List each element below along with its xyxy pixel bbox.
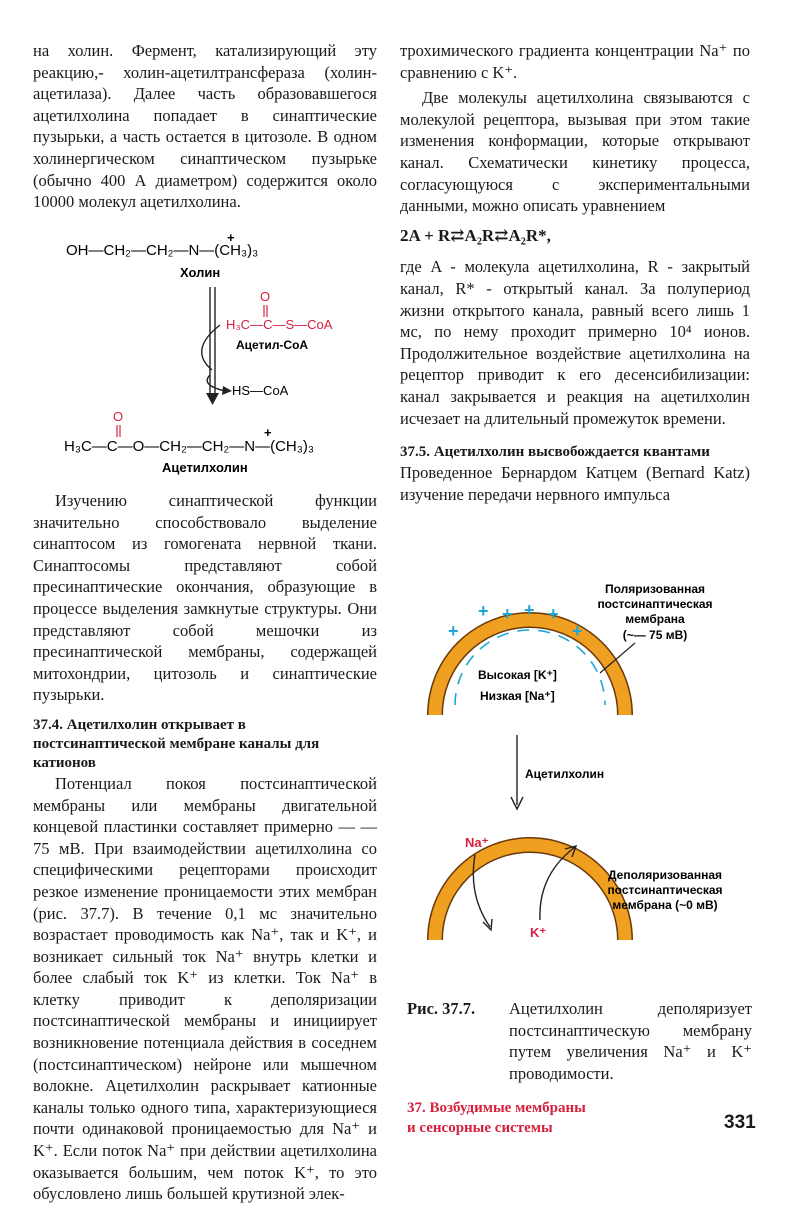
plus-sign-6: +: [572, 621, 583, 641]
paragraph-synaptosomes: Изучению синаптической функции значительно способствовало выделение синаптосом из гомогената нервной ткани. Синаптосомы представляют собой пресинаптические окончания, образующие в процессе выделения замкнутые структуры. Они представляют собой мешочки из пресинаптической мембраны, содержащей митохондрии, цитозоль и синаптические пузырьки.: [33, 491, 377, 705]
caption-label: Рис. 37.7.: [407, 999, 476, 1018]
high-k-label: Высокая [K⁺]: [478, 668, 557, 682]
paragraph-choline-acetylase: на холин. Фермент, катализирующий эту реакцию,- холин-ацетилтрансфераза (холин-ацетилаза). Далее часть образовавшегося ацетилхолина попадает в синаптические пузырьки, а часть остается в цитозоле. В одном холинергическом синаптическом пузырьке (обычно 400 А диаметром) содержится около 10000 молекул ацетилхолина.: [33, 41, 377, 212]
acetyl-coa-formula: H₃C—C—S—CoA: [226, 317, 333, 332]
curved-arrow-in: [202, 325, 220, 370]
plus-sign-4: +: [524, 600, 535, 620]
right-column: [400, 40, 750, 505]
plus-sign-2: +: [478, 601, 489, 621]
plus-sign-5: +: [548, 604, 559, 624]
paragraph-gradient: трохимического градиента концентрации Na⁺ по сравнению с K⁺.: [400, 41, 750, 82]
left-column-middle: [33, 490, 377, 1205]
acetylcholine-formula: H₃C—C—O—CH₂—CH₂—N—(CH₃)₃: [64, 438, 314, 455]
oxygen-1: O: [260, 289, 271, 304]
left-column-top: [33, 40, 377, 213]
page-number: 331: [724, 1112, 756, 1133]
choline-label: Холин: [180, 265, 221, 280]
chapter-line-2: и сенсорные системы: [407, 1120, 553, 1136]
reaction-arrow-head: [206, 393, 219, 405]
plus-sign-3: +: [502, 604, 513, 624]
polarized-label-4: (~— 75 мВ): [622, 628, 688, 642]
section-title-37-4: 37.4. Ацетилхолин открывает в постсинаптической мембране каналы для катионов: [33, 716, 320, 771]
chapter-footer: [407, 1098, 586, 1138]
paragraph-channel-kinetics: где A - молекула ацетилхолина, R - закрытый канал, R* - открытый канал. За полупериод жизни открытого канала, равный всего лишь 1 мс, по нему проходит примерно 10⁴ ионов. Продолжительное воздействие ацетилхолина на рецептор приводит к его десенсибилизации: канал закрывается и реакция на ацетилхолин исчезает на длительный промежуток времени.: [400, 257, 750, 428]
choline-formula: OH—CH₂—CH₂—N—(CH₃)₃: [66, 242, 259, 259]
figure-37-7: [400, 565, 780, 985]
hs-coa: HS—CoA: [232, 383, 289, 398]
plus-sign-1: +: [448, 621, 459, 641]
polarized-label-3: мембрана: [625, 612, 685, 626]
na-ion-label: Na⁺: [465, 835, 489, 850]
plus-charge-1: +: [227, 230, 235, 245]
k-ion-label: K⁺: [530, 925, 547, 940]
chemical-scheme: [60, 225, 390, 490]
depolarized-label-3: мембрана (~0 мВ): [612, 898, 718, 912]
low-na-label: Низкая [Na⁺]: [480, 689, 555, 703]
depolarized-label-1: Деполяризованная: [607, 868, 723, 882]
depolarized-label-2: постсинаптическая: [607, 883, 723, 897]
oxygen-2: O: [113, 409, 124, 424]
section-title-37-5: 37.5. Ацетилхолин высвобождается квантами: [400, 444, 710, 461]
caption-text: Ацетилхолин деполяризует постсинаптическую мембрану путем увеличения Na⁺ и K⁺ проводимости.: [509, 999, 752, 1083]
kinetic-equation: 2A + R⇄A₂R⇄A₂R*,: [400, 225, 551, 245]
paragraph-receptor-binding: Две молекулы ацетилхолина связываются с молекулой рецептора, вызывая при этом такие изменения конформации, которые открывают канал. Схематически кинетику процесса, согласующуюся с экспериментальными данными, можно описать уравнением: [400, 88, 750, 216]
paragraph-membrane-potential: Потенциал покоя постсинаптической мембраны или мембраны двигательной концевой пластинки составляет примерно — —75 мВ. При взаимодействии ацетилхолина со специфическими рецепторами происходит резкое изменение проницаемости этих мембран (рис. 37.7). В течение 0,1 мс значительно возрастает проводимость как Na⁺, так и K⁺, и возникает сильный ток Na⁺ внутрь клетки и более слабый ток K⁺ из клетки. Ток Na⁺ в клетку приводит к деполяризации постсинаптической мембраны и инициирует возникновение потенциала действия в соседнем (постсинаптическом) нейроне или мышечном волокне. Ацетилхолин раскрывает катионные каналы только одного типа, характеризующиеся почти одинаковой проницаемостью для Na⁺ и K⁺. Если поток Na⁺ при действии ацетилхолина оказывается большим, чем поток K⁺, то это обусловлено лишь большей крутизной элек-: [33, 773, 377, 1204]
paragraph-katz: Проведенное Бернардом Катцем (Bernard Katz) изучение передачи нервного импульса: [400, 463, 750, 504]
chapter-line-1: 37. Возбудимые мембраны: [407, 1100, 586, 1116]
acetylcholine-label: Ацетилхолин: [162, 460, 248, 475]
polarized-label-2: постсинаптическая: [597, 597, 713, 611]
acetyl-coa-label: Ацетил-CoA: [236, 338, 309, 352]
polarized-label-1: Поляризованная: [604, 582, 706, 596]
acetylcholine-label: Ацетилхолин: [525, 767, 605, 781]
plus-charge-2: +: [264, 425, 272, 440]
